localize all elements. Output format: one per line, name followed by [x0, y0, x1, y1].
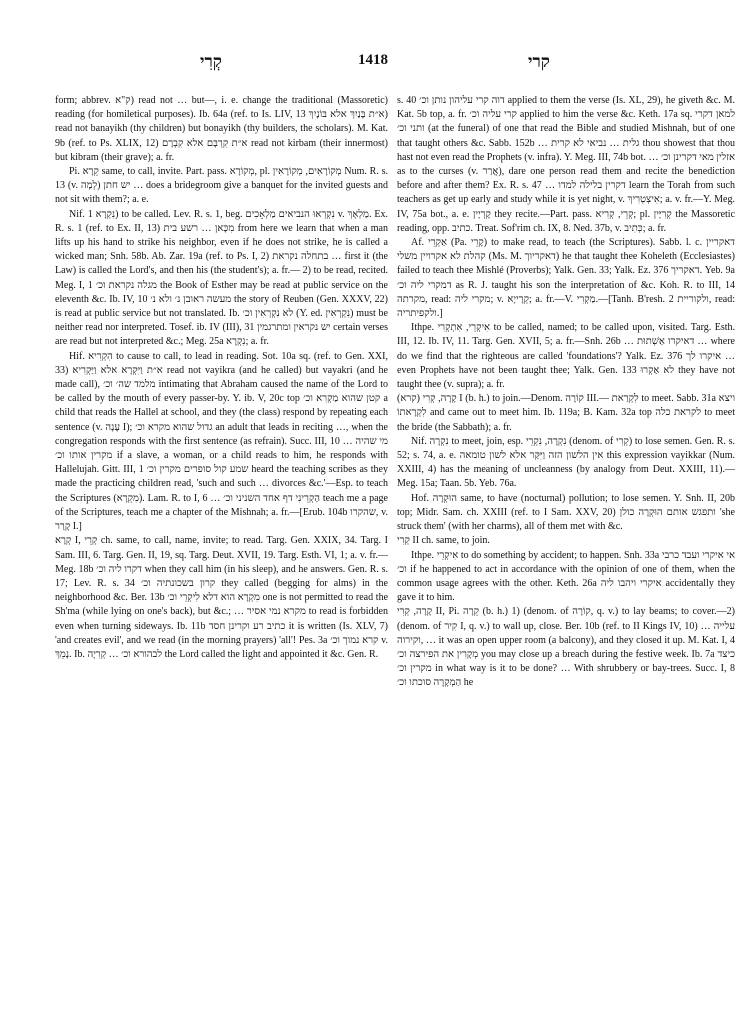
entry-paragraph: Nif. נִקְרָה to meet, join, esp. נִקְרָה, נִקְרֵי (denom. of קְרִי) to lose semen. Gen. R. s. 52; s. 74, a. e. אין הלשון הזה וַיִּקַּר אלא לשון טומאה this expression vayikkar (Num. XXIII, 4) has the meaning of uncleanness (by analogy from Deut. XXIII, 11).—Meg. 15a; Taan. 5b. Yeb. 76a.: [397, 435, 735, 490]
entry-paragraph: קְרִי II ch. same, to join.: [397, 535, 490, 547]
entry-paragraph: form; abbrev. ק"א) read not … but—, i. e. change the traditional (Massoretic) reading (for homiletical purposes). Ib. 64a (ref. to Is. LIV, 13 א״ת בָּנַיִךְ אלא בּוֹנָיִךְ) read not banayikh (thy children) but bonayikh (thy builders, the scholars). M. Kat. 9b (ref. to Ps. XLIX, 12) א״ת קִרְבָּם אלא קִבְרָם read not kirbam (their innermost) but kibram (their grave); a. fr.: [55, 95, 388, 163]
entry-paragraph: קְרָא I, קְרֵי ch. same, to call, name, invite; to read. Targ. Gen. XXIX, 34. Targ. I Sam. III, 6. Targ. Gen. II, 19, sq. Targ. Deut. XVII, 19. Targ. Esth. VI, 1; a. v. fr.— Meg. 18b דקרו ליה וכ׳ when they call him (in his sleep), and he answers. Gen. R. s. 17; Lev. R. s. 34 קרון בשכונתיה וכ׳ they called (begging for alms) in the neighborhood &c. Ber. 13b מִקְרָא הוא דלא לִיקְרֵי וכ׳ one is not permitted to read the Sh'ma (while lying on one's back), but &c.; … מקרא נמי אסיר to read is forbidden even when turning sideways. Ib. 11b כתיב רע וקרינן חסד it is written (Is. XLV, 7) 'and creates evil', and we read (in the morning prayers) 'all'! Pes. 3a קרא נמוך וכ׳ v. נָמֵךְ. Ib. לבהורא וכ׳ … קְרִיָה the Lord called the light and appointed it &c. Gen. R.: [55, 535, 388, 660]
entry-paragraph: קָרָה, קְרִי II, Pi. קֵרָה (b. h.) 1) (denom. of קוֹרָה, q. v.) to lay beams; to cover.—2) (denom. of קִיר I, q. v.) to wall up, close. Ber. 10b (ref. to II Kings IV, 10) עלייה … וקירוה, … it was an open upper room (a balcony), and they closed it up. M. Kat. I, 4 מְקָרִין את הפירצה וכ׳ you may close up a breach during the festive week. Ib. 7a כיצד מקרין וכ׳ in what way is it to be done? … With shrubbery or bay-trees. Succ. I, 8 הַמְקָרֶה סוכתו וכ׳ he: [397, 606, 735, 689]
right-column: [397, 94, 735, 1004]
entry-paragraph: Ithpe. אִיקְרֵי to do something by accident; to happen. Snh. 33a אי איקרי ועבד כרבי וכ׳ if he happened to act in accordance with the opinion of one of them, when the common usage agrees with the other. Keth. 26a איקרי ויהבו ליה accidentally they gave it to him.: [397, 549, 735, 604]
page-number: 1418: [358, 52, 388, 68]
entry-paragraph: קָרָה, קְרִי (קרא) I (b. h.) to join.—Denom. קוֹרָה III.— לִקְרַאת to meet. Sabb. 31a ויצא לִקְרָאתוֹ and came out to meet him. Ib. 119a; B. Kam. 32a top לקראת כלה to meet the bride (the Sabbath); a. fr.: [397, 393, 735, 433]
entry-paragraph: Hif. הִקְרִיא to cause to call, to lead in reading. Sot. 10a sq. (ref. to Gen. XXI, 33) א״ת וַיִּקְרָא אלא וַיַּקְרִיא read not vayikra (and he called) but vayakri (and he made call), מלמד שה׳ וכ׳ intimating that Abraham caused the name of the Lord to be called by the mouth of every passer-by. Y. ib. V, 20c top קטן שהוא מַקְרִא וכ׳ a child that reads the Hallel at school, and they (the class) respond by repeating each sentence (v. עָנָה I); גדול שהוא מקרא וכ׳ an adult that leads in reciting …, when the congregation responds with the first sentence (as refrain). Succ. III, 10 מי שהיה … מקרין אותו וכ׳ if a slave, a woman, or a child reads to him, he responds with Hallelujah. Gitt. III, 1 שמע קול סופרים מקרין וכ׳ heard the teaching scribes as they made the practicing children read, 'such and such … divorces &c.'—Esp. to teach the Scriptures (מִקְרָא). Lam. R. to I, 6 … הַקְרֵינִי דף אחד השניני וכ׳ teach me a page of the Scriptures, teach me a chapter of the Mishnah; a. fr.—[Erub. 104b שהקרו, v. קָרַר I.]: [55, 350, 388, 533]
right-headword: קרי: [528, 52, 550, 72]
left-column: [55, 94, 388, 1004]
entry-paragraph: Ithpe. אִיקְרֵי, אִתְקְרִי to be called, named; to be called upon, visited. Targ. Esth. III, 12. Ib. IV, 11. Targ. Gen. XVII, 5; a. fr.—Snh. 26b … דאיקרו אַשְׁתוּת … where do we find that the righteous are called 'foundations'? Yalk. Ez. 376 איקרו לך … even Prophets have not been taught thee; Yalk. Gen. 133 לא אַקְרוּ they have not taught thee (v. supra); a. fr.: [397, 322, 735, 391]
entry-paragraph: Hof. הוּקְרָה same, to have (nocturnal) pollution; to lose semen. Y. Snh. II, 20b top; Midr. Sam. ch. XXIII (ref. to I Sam. XXV, 20) ותפגש אותם הוּקְרָה כולן 'she struck them' (with her charms), all of them met with &c.: [397, 492, 735, 533]
entry-paragraph: s. 40 דוה קרי עליהון נותן וכ׳ applied to them the verse (Is. XL, 29), he giveth &c. M. Kat. 5b top, a. fr. קרי עליה וכ׳ applied to him the verse &c. Keth. 17a sq. למאן דקרי ותני וכ׳ (at the funeral) of one that read the Bible and studied Mishnah, but of one that taught others &c. Sabb. 152b … גלית … נביאי לא קרית thou showest that thou hast not even read the Prophets (v. infra). Y. Meg. III, 74b bot. … אזלין מאי דקרינן וכ׳ as to the curses (v. אֲרַר), dare one person read them and recite the benediction before and after them? Ex. R. s. 47 … דקרין בלילה למדו learn the Torah from such teachers as get up early and study while it is yet night, v. אִיצְטְרִיךְ; a. v. fr.—Y. Meg. IV, 75a bot., a. e. קָרְיָין they recite.—Part. pass. קְרֵי, קְרִיא; pl. קְרִיָּין the Massoretic reading, opp. כתיב. Treat. Sof'rim ch. IX, 8. Ned. 37b, v. כְּתִיב; a. fr.: [397, 95, 735, 234]
entry-paragraph: Nif. נִקְרָא 1) to be called. Lev. R. s. 1, beg. נִקְרְאוּ הנביאים מַלְאָכִים v. מַלְאָךְ. Ex. R. s. 1 (ref. to Ex. II, 13) מִכָּאן … רשע בית from here we learn that when a man lifts up his hand to strike his neighbor, even if he does not strike, he is called a wicked man; Snh. 58b. Ab. Zar. 19a (ref. to Ps. I, 2) בתחלה נקראת … first it (the Law) is called the Lord's, and then his (the student's); a. fr.— 2) to be read, recited. Meg. I, 1 מגלה נקראת וכ׳ the Book of Esther may be read at public service on the eleventh &c. Ib. IV, 10 מעשה ראובן נ׳ ולא נ׳ the story of Reuben (Gen. XXXV, 22) is read at public service but not translated. Ib. לא נִקְרְאִין וכ׳ (Y. ed. נִקְרְאִין) must be neither read nor interpreted. Tosef. ib. IV (III), 31 יש נקראין ומתרגמין certain verses are read but not interpreted &c.; Meg. 25a נִקְרָא; a. fr.: [55, 208, 388, 348]
page-header: [0, 52, 750, 78]
entry-paragraph: Af. אַקְרֵי (Pa. קָרֵי) to make read, to teach (the Scriptures). Sabb. l. c. דאקריין קהלת לא אקרויין משלי (Ms. M. דאקריוך) he that taught thee Koheleth (Ecclesiastes) failed to teach thee Mishlé (Proverbs); Yalk. Gen. 33; Yalk. Ez. 376 דאקריך. Yeb. 9a דמקרי ליה וכ׳ as R. J. taught his son the interpretation of &c. Koh. R. to III, 14 מקרתה, read: מקרי ליה; v. קְרָייָא; a. fr.—V. מַקְרִי.—[Tanh. B'resh. 2 ולקוריית, read: ולקפיתריה.]: [397, 237, 735, 320]
entry-paragraph: Pi. קֵרָא same, to call, invite. Part. pass. מְקוֹרָא, pl. מְקוֹרָאִים, מְקוֹרָאִין Num. R. s. 13 (v. לְמָה) יש חתן … does a bridegroom give a banquet for the invited guests and not sit with them?; a. e.: [55, 166, 388, 206]
left-headword: קְרִי: [200, 52, 222, 72]
